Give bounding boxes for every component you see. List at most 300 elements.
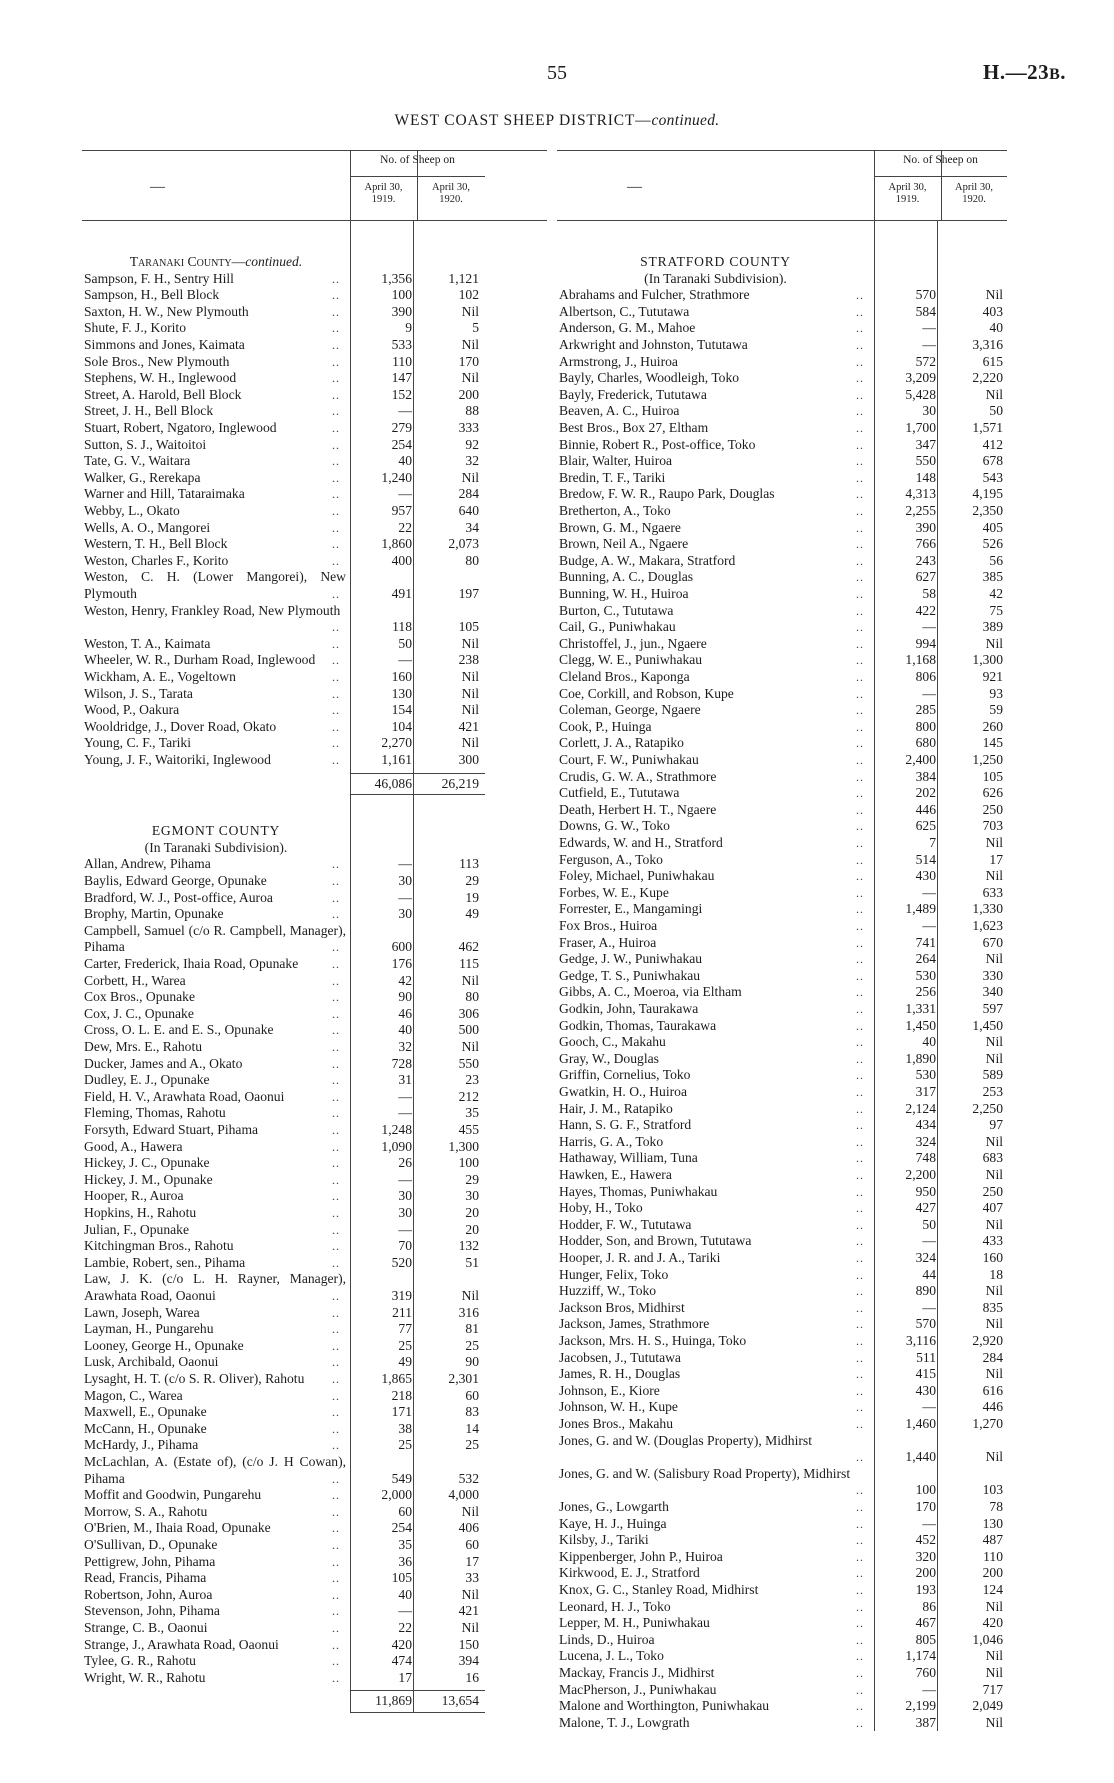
- row-name: Johnson, W. H., Kupe: [559, 1399, 678, 1415]
- value-1920: 23: [465, 1072, 479, 1088]
- table-row: [557, 1399, 1007, 1416]
- leader-dots: ..: [332, 404, 340, 419]
- row-name: Maxwell, E., Opunake: [84, 1404, 207, 1420]
- leader-dots: ..: [856, 985, 864, 1000]
- leader-dots: ..: [856, 1234, 864, 1249]
- value-1920: 835: [982, 1299, 1003, 1315]
- title-continued: continued.: [651, 112, 720, 129]
- row-name: Ducker, James and A., Okato: [84, 1055, 243, 1071]
- row-name: Cook, P., Huinga: [559, 718, 652, 734]
- table-row: [82, 1454, 485, 1487]
- table-row: [557, 1200, 1007, 1217]
- leader-dots: ..: [856, 570, 864, 585]
- table-row: [82, 890, 485, 907]
- value-1919: 317: [915, 1084, 936, 1099]
- right-column-table: [557, 150, 1007, 1730]
- table-row: [82, 470, 485, 487]
- value-1920: 1,270: [972, 1416, 1003, 1431]
- value-1920: 1,623: [972, 918, 1003, 933]
- table-row: [557, 553, 1007, 570]
- table-row: [557, 1316, 1007, 1333]
- leader-dots: ..: [856, 321, 864, 336]
- row-name: Fraser, A., Huiroa: [559, 934, 657, 950]
- leader-dots: ..: [332, 1322, 340, 1337]
- total-1919: 46,086: [374, 775, 412, 791]
- value-1920: Nil: [461, 702, 479, 718]
- value-1919: 422: [915, 602, 936, 618]
- leader-dots: ..: [332, 653, 340, 668]
- table-row: [82, 1670, 485, 1687]
- leader-dots: ..: [332, 1056, 340, 1071]
- leader-dots: ..: [856, 1201, 864, 1216]
- leader-dots: ..: [332, 1073, 340, 1088]
- leader-dots: ..: [856, 1383, 864, 1398]
- leader-dots: ..: [856, 1002, 864, 1016]
- leader-dots: ..: [856, 1118, 864, 1133]
- leader-dots: ..: [856, 520, 864, 535]
- value-1920: Nil: [461, 735, 479, 751]
- leader-dots: ..: [856, 802, 864, 817]
- value-1920: Nil: [461, 1586, 479, 1602]
- value-1919: 49: [398, 1354, 412, 1370]
- value-1919: 2,124: [905, 1100, 936, 1116]
- value-1920: Nil: [985, 1283, 1003, 1299]
- row-name: Jones Bros., Makahu: [559, 1416, 674, 1431]
- row-name: Hopkins, H., Rahotu: [84, 1205, 197, 1220]
- leader-dots: ..: [332, 1421, 340, 1436]
- value-1919: 741: [915, 934, 936, 950]
- value-1919: 467: [915, 1615, 936, 1631]
- table-row: [82, 520, 485, 537]
- value-1920: 420: [982, 1615, 1003, 1631]
- table-row: [82, 1155, 485, 1172]
- value-1920: 160: [982, 1250, 1003, 1265]
- table-row: [82, 906, 485, 923]
- value-1919: 2,255: [905, 503, 936, 518]
- leader-dots: ..: [856, 1599, 864, 1614]
- table-row: [557, 1350, 1007, 1367]
- value-1919: 2,200: [905, 1167, 936, 1182]
- row-name: Brown, G. M., Ngaere: [559, 519, 681, 535]
- leader-dots: ..: [856, 1483, 864, 1498]
- row-name: Street, J. H., Bell Block: [84, 403, 214, 419]
- value-1920: 4,195: [972, 486, 1003, 502]
- header-col2: April 30,: [432, 182, 470, 193]
- leader-dots: ..: [332, 1438, 340, 1453]
- value-1920: 921: [982, 669, 1003, 684]
- value-1919: 430: [915, 1382, 936, 1398]
- value-1920: Nil: [461, 685, 479, 701]
- row-name: Court, F. W., Puniwhakau: [559, 752, 699, 767]
- table-row: [82, 1006, 485, 1023]
- table-row: [557, 453, 1007, 470]
- value-1919: 1,248: [381, 1122, 412, 1137]
- value-1919: 147: [391, 370, 412, 386]
- row-name: Bradford, W. J., Post-office, Auroa: [84, 889, 273, 905]
- value-1920: 1,300: [448, 1138, 479, 1154]
- table-row: [557, 702, 1007, 719]
- value-1919: 7: [929, 835, 936, 850]
- table-row: [82, 686, 485, 703]
- table-row: [82, 1371, 485, 1388]
- leader-dots: ..: [332, 1621, 340, 1635]
- section-heading-text: Taranaki County—: [129, 254, 246, 269]
- value-1920: Nil: [985, 951, 1003, 967]
- leader-dots: ..: [332, 1123, 340, 1137]
- table-row: [557, 1682, 1007, 1699]
- leader-dots: ..: [856, 1134, 864, 1149]
- table-row: [557, 968, 1007, 985]
- row-name: Best Bros., Box 27, Eltham: [559, 420, 709, 435]
- row-name: Jackson, Mrs. H. S., Huinga, Toko: [559, 1333, 747, 1348]
- leader-dots: ..: [856, 587, 864, 601]
- value-1920: 597: [982, 1001, 1003, 1016]
- table-row: [557, 1051, 1007, 1068]
- page-number: 55: [547, 62, 567, 84]
- value-1920: 306: [458, 1005, 479, 1021]
- leader-dots: ..: [856, 354, 864, 369]
- value-1920: 59: [989, 702, 1003, 718]
- value-1920: 250: [982, 1183, 1003, 1199]
- leader-dots: ..: [856, 1715, 864, 1730]
- table-row: [557, 320, 1007, 337]
- value-1920: 406: [458, 1520, 479, 1536]
- leader-dots: ..: [332, 636, 340, 651]
- leader-dots: ..: [332, 387, 340, 402]
- value-1920: 97: [989, 1117, 1003, 1133]
- value-1919: 243: [915, 552, 936, 568]
- table-row: [82, 1089, 485, 1106]
- value-1920: Nil: [985, 1133, 1003, 1149]
- value-1920: Nil: [985, 1316, 1003, 1332]
- header-col1: April 30,: [364, 182, 403, 193]
- value-1919: 202: [915, 785, 936, 801]
- value-1919: 446: [915, 801, 936, 817]
- row-name: Brown, Neil A., Ngaere: [559, 536, 689, 552]
- value-1919: 105: [391, 1570, 412, 1586]
- table-row: [82, 1421, 485, 1438]
- table-row: [557, 1499, 1007, 1516]
- value-1919: 950: [915, 1183, 936, 1199]
- table-row: [557, 984, 1007, 1001]
- value-1920: 333: [458, 420, 479, 435]
- table-row: [557, 1001, 1007, 1018]
- table-row: [557, 636, 1007, 653]
- value-1919: —: [398, 486, 412, 502]
- row-name: Kitchingman Bros., Rahotu: [84, 1238, 234, 1254]
- value-1919: 1,489: [905, 901, 936, 917]
- value-1920: Nil: [985, 287, 1003, 303]
- value-1919: 1,174: [905, 1648, 936, 1664]
- table-row: [82, 1388, 485, 1405]
- table-row: [82, 1404, 485, 1421]
- value-1920: 29: [465, 873, 479, 888]
- value-1920: 50: [989, 403, 1003, 419]
- value-1919: 324: [915, 1133, 936, 1149]
- value-1920: 670: [982, 934, 1003, 950]
- value-1920: 29: [465, 1171, 479, 1187]
- value-1920: Nil: [985, 1050, 1003, 1066]
- leader-dots: ..: [332, 1305, 340, 1320]
- leader-dots: ..: [332, 288, 340, 303]
- value-1919: 25: [398, 1337, 412, 1353]
- table-row: [557, 935, 1007, 952]
- table-row: [557, 569, 1007, 586]
- table-row: [82, 719, 485, 736]
- value-1920: 115: [459, 956, 479, 971]
- row-name: Hawken, E., Hawera: [559, 1167, 672, 1182]
- leader-dots: ..: [856, 1649, 864, 1664]
- table-row: [557, 1366, 1007, 1383]
- table-row: [82, 873, 485, 890]
- leader-dots: ..: [332, 719, 340, 734]
- value-1919: 77: [398, 1321, 412, 1337]
- table-row: [557, 918, 1007, 935]
- table-row: [82, 603, 485, 636]
- leader-dots: ..: [856, 636, 864, 651]
- value-1920: 2,920: [972, 1333, 1003, 1348]
- table-row: [557, 1433, 1007, 1466]
- value-1919: 427: [915, 1200, 936, 1216]
- leader-dots: ..: [332, 1538, 340, 1552]
- row-name: Carter, Frederick, Ihaia Road, Opunake: [84, 956, 299, 971]
- table-row: [82, 1487, 485, 1504]
- value-1919: 584: [915, 303, 936, 319]
- row-name: Hodder, F. W., Tututawa: [559, 1216, 692, 1232]
- table-row: [82, 403, 485, 420]
- row-name: Strange, J., Arawhata Road, Oaonui: [84, 1636, 279, 1652]
- value-1920: 330: [982, 967, 1003, 983]
- leader-dots: ..: [856, 869, 864, 884]
- value-1919: 627: [915, 569, 936, 585]
- value-1919: 320: [915, 1548, 936, 1564]
- table-row: [557, 901, 1007, 918]
- header-dash: —: [627, 179, 642, 195]
- table-row: [82, 752, 485, 769]
- value-1919: 572: [915, 353, 936, 369]
- value-1919: 533: [391, 337, 412, 352]
- value-1920: Nil: [985, 1366, 1003, 1382]
- value-1919: —: [398, 1603, 412, 1619]
- leader-dots: ..: [332, 520, 340, 535]
- value-1919: 805: [915, 1631, 936, 1647]
- value-1919: 9: [405, 320, 412, 336]
- value-1919: 994: [915, 635, 936, 651]
- row-name: Johnson, E., Kiore: [559, 1382, 660, 1398]
- leader-dots: ..: [332, 1388, 340, 1403]
- leader-dots: ..: [332, 321, 340, 336]
- value-1920: 35: [465, 1105, 479, 1121]
- table-row: [82, 553, 485, 570]
- leader-dots: ..: [332, 1189, 340, 1204]
- row-name: Wooldridge, J., Dover Road, Okato: [84, 718, 277, 734]
- row-name: Sole Bros., New Plymouth: [84, 353, 230, 369]
- value-1919: 520: [391, 1254, 412, 1270]
- value-1919: 148: [915, 469, 936, 485]
- leader-dots: ..: [856, 852, 864, 867]
- row-name: Gray, W., Douglas: [559, 1050, 659, 1066]
- table-row: [557, 769, 1007, 786]
- leader-dots: ..: [856, 1284, 864, 1299]
- value-1919: 110: [392, 353, 412, 369]
- value-1919: 100: [391, 287, 412, 303]
- table-row: [82, 652, 485, 669]
- value-1920: 1,330: [972, 901, 1003, 917]
- value-1919: —: [922, 1399, 936, 1415]
- leader-dots: ..: [332, 1089, 340, 1104]
- value-1920: 250: [982, 801, 1003, 817]
- row-name: Huzziff, W., Toko: [559, 1283, 657, 1299]
- row-name: Coleman, George, Ngaere: [559, 702, 701, 718]
- row-name: Fleming, Thomas, Rahotu: [84, 1105, 226, 1121]
- leader-dots: ..: [332, 1405, 340, 1420]
- value-1919: —: [922, 1515, 936, 1531]
- value-1919: 390: [391, 303, 412, 319]
- table-row: [557, 818, 1007, 835]
- leader-dots: ..: [856, 902, 864, 917]
- row-name: Knox, G. C., Stanley Road, Midhirst: [559, 1582, 759, 1597]
- table-row: [557, 1383, 1007, 1400]
- row-name: Field, H. V., Arawhata Road, Oaonui: [84, 1088, 285, 1104]
- row-name: Corbett, H., Warea: [84, 972, 186, 988]
- value-1920: 2,301: [448, 1371, 479, 1386]
- row-name: Wheeler, W. R., Durham Road, Inglewood: [84, 652, 316, 668]
- value-1919: 347: [915, 436, 936, 452]
- table-row: [557, 437, 1007, 454]
- doc-ref-main: H.—23: [982, 60, 1050, 84]
- value-1920: Nil: [985, 1665, 1003, 1680]
- value-1920: 455: [458, 1122, 479, 1137]
- leader-dots: ..: [856, 753, 864, 767]
- table-row: [557, 1715, 1007, 1732]
- value-1920: 633: [982, 884, 1003, 900]
- leader-dots: ..: [856, 1566, 864, 1581]
- table-row: [82, 1437, 485, 1454]
- value-1920: 446: [982, 1399, 1003, 1415]
- value-1919: 40: [398, 1586, 412, 1602]
- leader-dots: ..: [332, 686, 340, 701]
- value-1920: Nil: [985, 1034, 1003, 1050]
- leader-dots: ..: [856, 387, 864, 402]
- leader-dots: ..: [856, 371, 864, 386]
- value-1920: Nil: [985, 1449, 1003, 1465]
- table-row: [557, 1150, 1007, 1167]
- leader-dots: ..: [856, 304, 864, 319]
- row-name: Julian, F., Opunake: [84, 1221, 190, 1237]
- value-1919: 22: [398, 1620, 412, 1635]
- table-row: [82, 1139, 485, 1156]
- value-1920: 316: [458, 1304, 479, 1320]
- value-1920: 81: [465, 1321, 479, 1337]
- value-1919: —: [398, 1105, 412, 1121]
- value-1920: 532: [458, 1470, 479, 1486]
- value-1919: 36: [398, 1553, 412, 1569]
- row-name: McLachlan, A. (Estate of), (c/o J. H Cowan), Pihama: [84, 1454, 346, 1486]
- value-1919: 4,313: [905, 486, 936, 502]
- table-row: [82, 1072, 485, 1089]
- total-1920: 13,654: [441, 1693, 479, 1709]
- leader-dots: ..: [856, 1251, 864, 1265]
- table-row: [557, 735, 1007, 752]
- value-1920: Nil: [985, 1216, 1003, 1232]
- value-1920: 20: [465, 1205, 479, 1220]
- table-row: [82, 304, 485, 321]
- value-1920: 93: [989, 685, 1003, 701]
- row-name: Malone and Worthington, Puniwhakau: [559, 1698, 770, 1714]
- leader-dots: ..: [856, 653, 864, 668]
- value-1919: 30: [398, 906, 412, 922]
- table-row: [82, 536, 485, 553]
- table-row: [82, 1620, 485, 1637]
- value-1920: 51: [465, 1254, 479, 1270]
- row-name: Gedge, J. W., Puniwhakau: [559, 951, 703, 967]
- value-1919: 176: [391, 956, 412, 971]
- table-row: [82, 923, 485, 956]
- row-name: Looney, George H., Opunake: [84, 1337, 244, 1353]
- value-1919: 1,860: [381, 536, 412, 552]
- value-1919: 430: [915, 868, 936, 884]
- table-row: [557, 1034, 1007, 1051]
- value-1919: 170: [915, 1499, 936, 1514]
- value-1920: 212: [458, 1088, 479, 1104]
- value-1919: 171: [391, 1404, 412, 1420]
- value-1919: 90: [398, 989, 412, 1005]
- value-1919: 1,440: [905, 1449, 936, 1465]
- section-heading: [82, 254, 350, 271]
- value-1919: 211: [392, 1304, 412, 1320]
- table-row: [82, 1271, 485, 1304]
- row-name: Hooper, R., Auroa: [84, 1188, 184, 1204]
- value-1920: 5: [472, 320, 479, 336]
- value-1920: 100: [458, 1155, 479, 1171]
- value-1920: 200: [982, 1565, 1003, 1581]
- value-1919: 285: [915, 702, 936, 718]
- value-1920: 130: [982, 1515, 1003, 1531]
- value-1920: 412: [982, 436, 1003, 452]
- leader-dots: ..: [856, 1051, 864, 1066]
- value-1920: Nil: [461, 1287, 479, 1303]
- row-name: Stephens, W. H., Inglewood: [84, 370, 237, 386]
- value-1920: 717: [982, 1681, 1003, 1697]
- value-1920: Nil: [985, 635, 1003, 651]
- row-name: Shute, F. J., Korito: [84, 320, 187, 336]
- section-subheading: (In Taranaki Subdivision).: [144, 839, 288, 855]
- leader-dots: ..: [332, 1239, 340, 1254]
- value-1919: 254: [391, 1520, 412, 1536]
- value-1920: 56: [989, 552, 1003, 568]
- value-1919: 680: [915, 735, 936, 751]
- value-1919: —: [398, 1088, 412, 1104]
- header-dash: —: [150, 179, 165, 195]
- table-row: [82, 1105, 485, 1122]
- row-name: Young, J. F., Waitoriki, Inglewood: [84, 752, 271, 767]
- row-name: Hoby, H., Toko: [559, 1200, 643, 1216]
- value-1920: Nil: [985, 1714, 1003, 1730]
- table-row: [557, 868, 1007, 885]
- value-1919: —: [922, 337, 936, 352]
- row-name: Hayes, Thomas, Puniwhakau: [559, 1183, 718, 1199]
- value-1920: 90: [465, 1354, 479, 1370]
- value-1920: Nil: [985, 1167, 1003, 1182]
- value-1919: 600: [391, 939, 412, 955]
- row-name: Lysaght, H. T. (c/o S. R. Oliver), Rahotu: [84, 1371, 305, 1386]
- row-name: Albertson, C., Tututawa: [559, 303, 690, 319]
- leader-dots: ..: [332, 1504, 340, 1519]
- table-row: [557, 1250, 1007, 1267]
- leader-dots: ..: [332, 1471, 340, 1486]
- row-name: Cutfield, E., Tututawa: [559, 785, 680, 801]
- row-name: Sampson, H., Bell Block: [84, 287, 220, 303]
